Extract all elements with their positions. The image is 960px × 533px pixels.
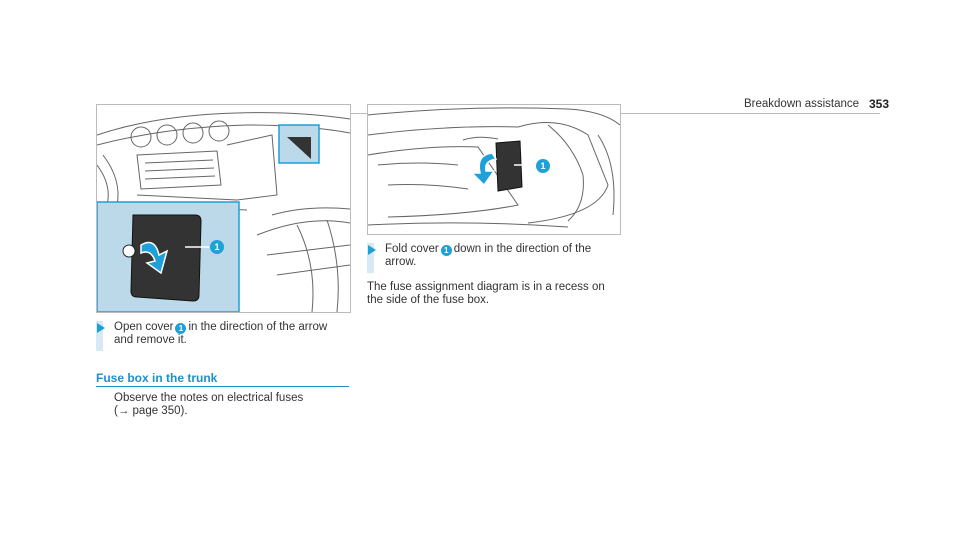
inline-callout: 1: [175, 323, 186, 334]
step-instruction-open-cover: Open cover 1 in the direction of the arrow and remove it.: [114, 321, 328, 346]
section-heading: Fuse box in the trunk: [96, 371, 218, 385]
step-instruction-fold-cover: Fold cover 1 down in the direction of the arrow.: [385, 243, 592, 268]
callout-number: 1: [536, 159, 550, 173]
page-reference-link[interactable]: (→ page 350).: [114, 405, 188, 417]
section-rule: [96, 386, 349, 387]
inline-callout: 1: [441, 245, 452, 256]
step-arrow-icon: [97, 323, 105, 333]
trunk-illustration: [368, 105, 620, 234]
fuse-assignment-paragraph: The fuse assignment diagram is in a recess on the side of the fuse box.: [367, 281, 605, 306]
note-paragraph: Observe the notes on electrical fuses (→ page 350).: [114, 392, 304, 417]
figure-trunk-cover: [367, 104, 621, 235]
step-arrow-icon: [368, 245, 376, 255]
dashboard-illustration: [97, 105, 350, 312]
page-number: 353: [869, 97, 890, 111]
figure-dashboard-cover: [96, 104, 351, 313]
header-title: Breakdown assistance: [744, 98, 860, 110]
callout-number: 1: [210, 240, 224, 254]
